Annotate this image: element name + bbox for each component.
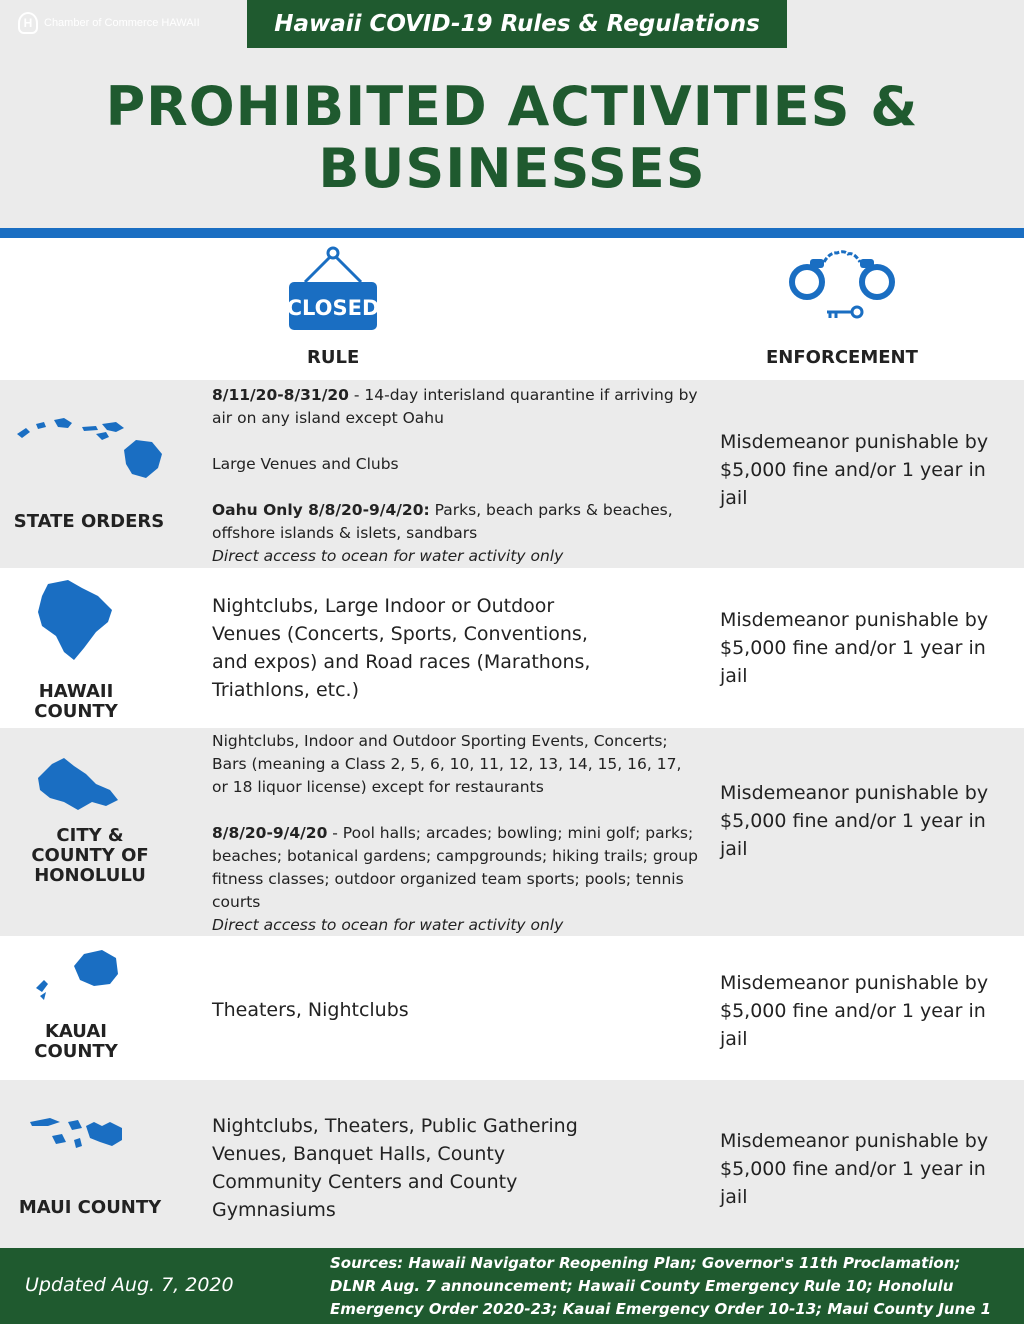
rule-detail: - Pool halls; arcades; bowling; mini golf; parks; beaches; botanical gardens; campgrounds; hiking trails; group fitness classes; outdoor organized team sports; pools; tennis courts (212, 824, 698, 911)
rule-note: Direct access to ocean for water activity only (212, 547, 564, 565)
rule-column-header: RULE (307, 347, 360, 368)
hawaii-state-map-icon (12, 410, 167, 482)
table-row-hawaii-county (0, 568, 1024, 728)
logo-text: Chamber of Commerce HAWAII (44, 17, 200, 29)
rule-item: Nightclubs, Indoor and Outdoor Sporting Events, Concerts; Bars (meaning a Class 2, 5, 6, 10, 11, 12, 13, 14, 15, 16, 17, or 18 liquor license) except for restaurants (212, 732, 682, 796)
rule-item (212, 822, 702, 914)
logo-icon: H (18, 12, 38, 34)
rule-item (212, 499, 702, 545)
closed-sign-icon (283, 244, 383, 334)
handcuffs-icon (782, 238, 902, 328)
updated-date: Updated Aug. 7, 2020 (25, 1274, 234, 1296)
region-label-maui-county: MAUI COUNTY (18, 1197, 162, 1218)
header-banner: Hawaii COVID-19 Rules & Regulations (247, 0, 787, 48)
rule-text-hawaii-county: Nightclubs, Large Indoor or Outdoor Venues (Concerts, Sports, Conventions, and expos) and Road races (Marathons, Triathlons, etc.) (212, 595, 591, 701)
rule-item (212, 384, 702, 430)
title-line-1: PROHIBITED ACTIVITIES & (105, 75, 919, 138)
rule-date: 8/11/20-8/31/20 (212, 386, 349, 404)
table-row-state-orders (0, 380, 1024, 568)
footer (0, 1248, 1024, 1341)
table-row-honolulu (0, 728, 1024, 936)
header-section (0, 0, 1024, 228)
rule-date: Oahu Only 8/8/20-9/4/20: (212, 501, 430, 519)
rule-text-kauai-county: Theaters, Nightclubs (212, 999, 409, 1021)
kauai-map-icon (32, 948, 122, 1004)
divider-bar (0, 228, 1024, 238)
sources-text: Sources: Hawaii Navigator Reopening Plan; Governor's 11th Proclamation; DLNR Aug. 7 announcement; Hawaii County Emergency Rule 10; Honolulu Emergency Order 2020-23; Kauai Emergency Order 10-13; Maui County June 1 Emergency Order (330, 1254, 992, 1341)
rule-text-state-orders (212, 384, 702, 568)
enforcement-text: Misdemeanor punishable by $5,000 fine and/or 1 year in jail (720, 972, 989, 1050)
rule-text-honolulu (212, 730, 702, 937)
region-label-hawaii-county: HAWAII COUNTY (34, 681, 118, 722)
chamber-logo (18, 12, 200, 34)
rule-date: 8/8/20-9/4/20 (212, 824, 328, 842)
region-label-state-orders: STATE ORDERS (13, 511, 165, 532)
maui-county-map-icon (28, 1110, 126, 1166)
enforcement-text: Misdemeanor punishable by $5,000 fine and/or 1 year in jail (720, 782, 989, 860)
region-label-kauai-county: KAUAI COUNTY (34, 1021, 118, 1062)
table-row-kauai-county (0, 936, 1024, 1080)
enforcement-text: Misdemeanor punishable by $5,000 fine and/or 1 year in jail (720, 1130, 989, 1208)
rule-note: Direct access to ocean for water activity only (212, 916, 564, 934)
enforcement-column-header: ENFORCEMENT (766, 347, 918, 368)
rule-item: Large Venues and Clubs (212, 455, 399, 473)
page-title (0, 76, 1024, 200)
table-row-maui-county (0, 1080, 1024, 1248)
region-label-honolulu: CITY & COUNTY OF HONOLULU (31, 825, 149, 886)
enforcement-text: Misdemeanor punishable by $5,000 fine and/or 1 year in jail (720, 431, 989, 509)
rule-detail: Parks, beach parks & beaches, offshore islands & islets, sandbars (212, 501, 673, 542)
closed-sign-label: CLOSED (286, 296, 380, 320)
oahu-map-icon (34, 754, 120, 812)
rule-detail: - 14-day interisland quarantine if arriving by air on any island except Oahu (212, 386, 698, 427)
title-line-2: BUSINESSES (318, 137, 706, 200)
big-island-map-icon (34, 578, 116, 662)
enforcement-text: Misdemeanor punishable by $5,000 fine and/or 1 year in jail (720, 609, 989, 687)
rule-text-maui-county: Nightclubs, Theaters, Public Gathering Venues, Banquet Halls, County Community Centers and County Gymnasiums (212, 1115, 578, 1221)
